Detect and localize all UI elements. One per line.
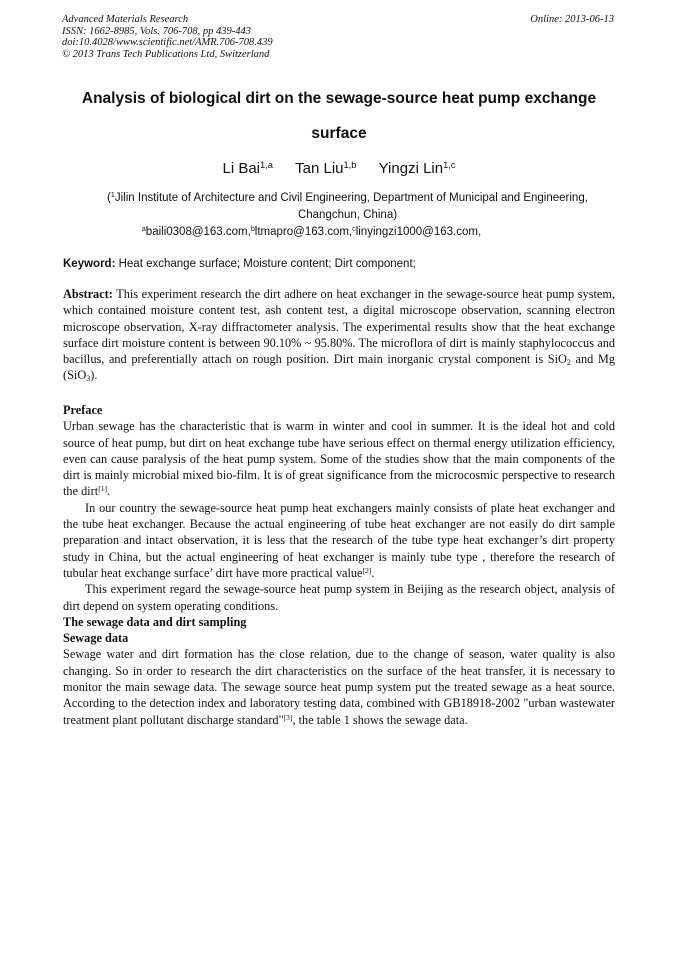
online-date: Online: 2013-06-13 [530, 14, 614, 25]
paragraph: Sewage water and dirt formation has the close relation, due to the change of season, water quality is also changing. So in order to research the dirt characteristics on the surface of the heat transfer, it is necessary to monitor the main sewage data. The sewage source heat pump system put the treated sewage as a heat source. According to the detection index and laboratory testing data, combined with GB18918-2002 "urban wastewater treatment plant pollutant discharge standard"[3], the table 1 shows the sewage data. [63, 647, 615, 727]
paragraph: Urban sewage has the characteristic that is warm in winter and cool in summer. It is the ideal hot and cold source of heat pump, but dirt on heat exchange tube have serious effect on thermal energy utilization efficiency, even can cause paralysis of the heat pump system. Some of the studies show that the main components of the dirt is mainly microbial mixed bio-film. It is of great significance from the microcosmic perspective to research the dirt[1]. [63, 419, 615, 499]
journal-header [62, 14, 618, 60]
issn-line: ISSN: 1662-8985, Vols. 706-708, pp 439-443 [62, 25, 251, 37]
paper-title-line-1: Analysis of biological dirt on the sewage-source heat pump exchange [81, 90, 597, 107]
email-b: ltmapro@163.com, [254, 226, 353, 238]
citation-ref: [3] [283, 712, 293, 722]
author: Tan Liu$^{1,b}$ [295, 159, 357, 177]
keyword-text: Heat exchange surface; Moisture content; Dirt component; [118, 258, 416, 270]
subsection-heading-sewage-data: Sewage data [63, 631, 129, 646]
keywords [63, 256, 619, 272]
author: Li Bai$^{1,a}$ [222, 159, 273, 177]
paper-title-line-2: surface [311, 125, 367, 142]
paragraph: This experiment regard the sewage-source heat pump system in Beijing as the research object, analysis of dirt depend on system operating conditions. [63, 582, 615, 613]
author: Yingzi Lin$^{1,c}$ [378, 159, 456, 177]
abstract-label: Abstract: [63, 287, 113, 301]
email-c: linyingzi1000@163.com, [355, 226, 482, 238]
affiliation-line-1: ($^1$Jilin Institute of Architecture and Civil Engineering, Department of Municipal and Engineering, [107, 191, 588, 204]
affiliation-line-2: Changchun, China) [297, 209, 398, 221]
email-a: baili0308@163.com, [145, 226, 251, 238]
main-text [63, 402, 615, 728]
doi-line: doi:10.4028/www.scientific.net/AMR.706-708.439 [62, 37, 273, 48]
author-list [40, 160, 638, 178]
abstract-text: This experiment research the dirt adhere on heat exchanger in the sewage-source heat pump system, which contained moisture content test, ash content test, a digital microscope observation, scanning electron microscope observation, X-ray diffractometer analysis. The experimental results show that the heat exchange surface dirt moisture content is between 90.10% ~ 95.80%. The microflora of dirt is mainly staphylococcus and bacillus, and preferentially attach on rough position. Dirt main inorganic crystal component is SiO [63, 287, 615, 367]
affiliation [80, 190, 615, 241]
author-emails: $^a$baili0308@163.com,$^b$ltmapro@163.com,$^c$linyingzi1000@163.com, [141, 225, 482, 238]
abstract: Abstract: This experiment research the dirt adhere on heat exchanger in the sewage-source heat pump system, which contained moisture content test, ash content test, a digital microscope observation, scanning electron microscope observation, X-ray diffractometer analysis. The experimental results show that the heat exchange surface dirt moisture content is between 90.10% ~ 95.80%. The microflora of dirt is mainly staphylococcus and bacillus, and preferentially attach on rough position. Dirt main inorganic crystal component is SiO$_2$ and Mg (SiO$_3$). [63, 287, 615, 384]
citation-ref: [2] [362, 565, 372, 575]
journal-name: Advanced Materials Research [62, 14, 189, 25]
copyright-line: © 2013 Trans Tech Publications Ltd, Switzerland [62, 48, 270, 60]
citation-ref: [1] [98, 484, 108, 494]
keyword-label: Keyword: [63, 258, 116, 270]
section-heading-sampling: The sewage data and dirt sampling [63, 614, 247, 629]
section-heading-preface: Preface [63, 403, 103, 417]
paragraph: In our country the sewage-source heat pump heat exchangers mainly consists of plate heat exchanger and the tube heat exchanger. Because the actual engineering of tube heat exchanger are not easily do dirt sample preparation and intact observation, it is less that the research of the tube type heat exchanger’s dirt property study in China, but the actual engineering of heat exchanger is mainly tube type , therefore the research of tubular heat exchange surface’ dirt have more practical value[2]. [63, 500, 615, 580]
